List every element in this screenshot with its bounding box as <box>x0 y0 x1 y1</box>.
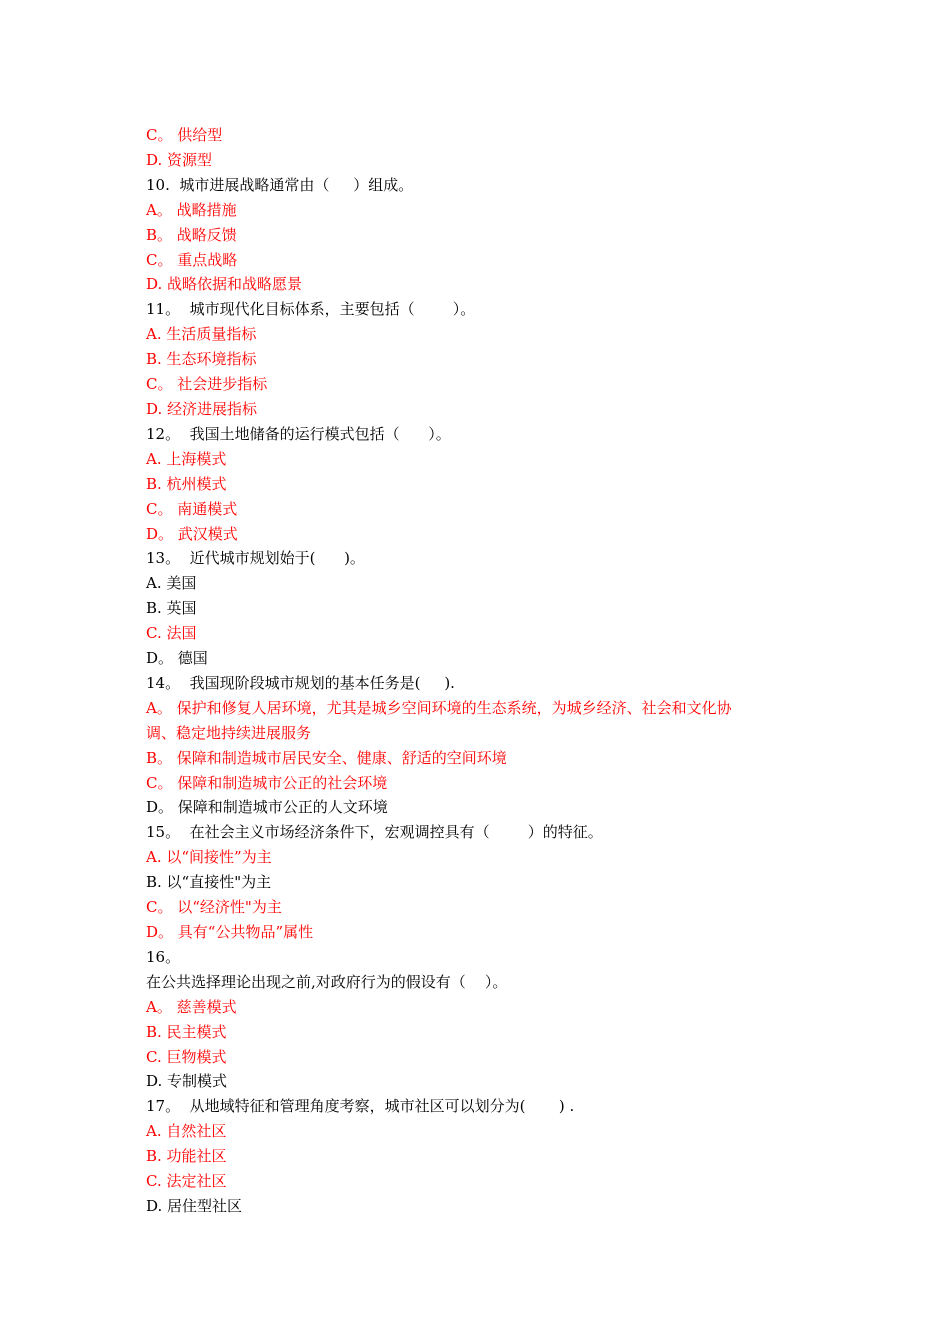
answer-option: C。 社会进步指标 <box>146 375 268 394</box>
answer-option: B. 生态环境指标 <box>146 350 257 369</box>
answer-option: A。 慈善模式 <box>146 997 237 1016</box>
answer-option: A。 保护和修复人居环境，尤其是城乡空间环境的生态系统，为城乡经济、社会和文化协 <box>146 698 732 717</box>
option-text: A. 美国 <box>146 574 197 593</box>
option-text: D. 专制模式 <box>146 1072 228 1091</box>
option-text: D. 居住型社区 <box>146 1196 243 1215</box>
answer-option: D。 武汉模式 <box>146 524 238 543</box>
answer-option: A. 生活质量指标 <box>146 325 257 344</box>
answer-option: C。 保障和制造城市公正的社会环境 <box>146 773 388 792</box>
question-text: 15。 在社会主义市场经济条件下，宏观调控具有（ ）的特征。 <box>146 823 603 842</box>
option-text: B. 以“直接性"为主 <box>146 873 272 892</box>
answer-option: C。 重点战略 <box>146 250 238 269</box>
question-list <box>146 123 816 1219</box>
answer-option: C. 法国 <box>146 624 197 643</box>
question-text: 12。 我国土地储备的运行模式包括（ ）。 <box>146 424 451 443</box>
answer-option: C. 法定社区 <box>146 1172 227 1191</box>
question-text: 在公共选择理论出现之前,对政府行为的假设有（ ）。 <box>146 972 508 991</box>
answer-option: C。 供给型 <box>146 126 223 144</box>
answer-option: C。 以“经济性"为主 <box>146 898 282 917</box>
answer-option: B。 战略反馈 <box>146 225 237 244</box>
option-text: D。 保障和制造城市公正的人文环境 <box>146 798 388 817</box>
answer-option: C。 南通模式 <box>146 499 238 518</box>
answer-option: D. 经济进展指标 <box>146 399 258 418</box>
answer-option: A。 战略措施 <box>146 200 237 219</box>
answer-option: B。 保障和制造城市居民安全、健康、舒适的空间环境 <box>146 748 507 767</box>
question-text: 10. 城市进展战略通常由（ ）组成。 <box>146 175 414 194</box>
answer-option: C. 巨物模式 <box>146 1047 227 1066</box>
answer-option: B. 杭州模式 <box>146 474 227 493</box>
answer-option: D。 具有“公共物品”属性 <box>146 923 314 941</box>
answer-option: B. 功能社区 <box>146 1147 227 1166</box>
answer-option: A. 以“间接性”为主 <box>146 848 272 867</box>
answer-option: D. 资源型 <box>146 150 213 169</box>
question-text: 16。 <box>146 947 181 966</box>
question-text: 17。 从地域特征和管理角度考察，城市社区可以划分为( ) . <box>146 1097 575 1116</box>
option-text: B. 英国 <box>146 599 197 618</box>
option-text: D。 德国 <box>146 649 208 668</box>
question-text: 14。 我国现阶段城市规划的基本任务是( ). <box>146 673 455 692</box>
answer-option: A. 自然社区 <box>146 1122 227 1141</box>
answer-option: A. 上海模式 <box>146 449 227 468</box>
question-text: 13。 近代城市规划始于( )。 <box>146 549 365 568</box>
answer-option: 调、稳定地持续进展服务 <box>146 723 312 742</box>
answer-option: D. 战略依据和战略愿景 <box>146 275 303 294</box>
question-text: 11。 城市现代化目标体系，主要包括（ ）。 <box>146 300 476 319</box>
answer-option: B. 民主模式 <box>146 1022 227 1041</box>
